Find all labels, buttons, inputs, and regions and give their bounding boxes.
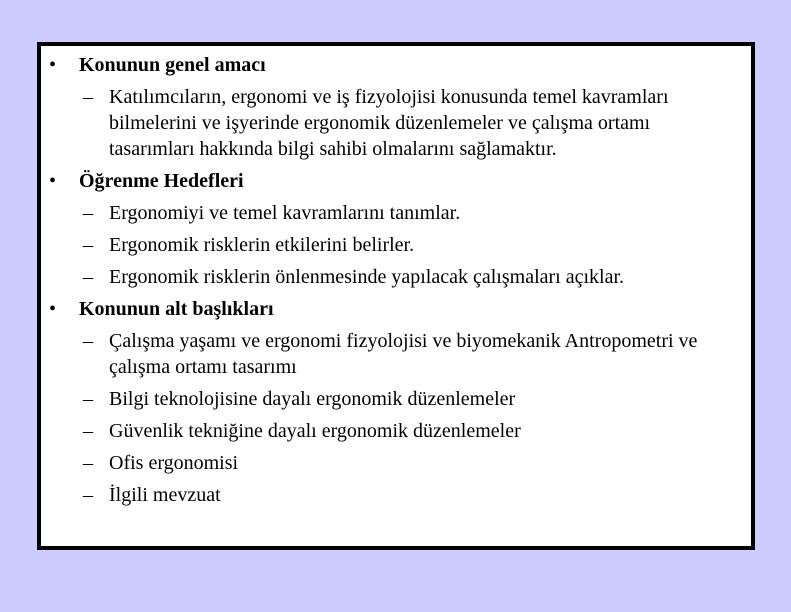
list-item bbox=[41, 84, 751, 162]
bullet-icon: • bbox=[49, 170, 57, 192]
list-item-text: Çalışma yaşamı ve ergonomi fizyolojisi ve biyomekanik Antropometri ve çalışma ortamı tasarımı bbox=[109, 330, 698, 378]
dash-icon: – bbox=[83, 202, 93, 224]
list-item-text: İlgili mevzuat bbox=[109, 484, 221, 506]
list-item-text: Ergonomiyi ve temel kavramlarını tanımlar. bbox=[109, 202, 461, 224]
dash-icon: – bbox=[83, 86, 93, 108]
list-item-text: Katılımcıların, ergonomi ve iş fizyolojisi konusunda temel kavramları bilmelerini ve işyerinde ergonomik düzenlemeler ve çalışma ortamı tasarımları hakkında bilgi sahibi olmalarını sağlamaktır. bbox=[109, 86, 669, 160]
section-heading-learning-goals bbox=[41, 168, 751, 194]
list-item bbox=[41, 200, 751, 226]
list-item-text: Bilgi teknolojisine dayalı ergonomik düzenlemeler bbox=[109, 388, 516, 410]
list-item-text: Ergonomik risklerin önlenmesinde yapılacak çalışmaları açıklar. bbox=[109, 266, 625, 288]
list-item bbox=[41, 386, 751, 412]
slide-content-box bbox=[37, 42, 755, 550]
list-item bbox=[41, 232, 751, 258]
dash-icon: – bbox=[83, 388, 93, 410]
dash-icon: – bbox=[83, 234, 93, 256]
list-item bbox=[41, 328, 751, 380]
dash-icon: – bbox=[83, 330, 93, 352]
section-heading-text: Öğrenme Hedefleri bbox=[79, 170, 244, 192]
bullet-icon: • bbox=[49, 298, 57, 320]
section-heading-text: Konunun alt başlıkları bbox=[79, 298, 274, 320]
list-item bbox=[41, 264, 751, 290]
list-item-text: Ofis ergonomisi bbox=[109, 452, 239, 474]
list-item bbox=[41, 482, 751, 508]
outline bbox=[41, 52, 751, 508]
dash-icon: – bbox=[83, 266, 93, 288]
dash-icon: – bbox=[83, 420, 93, 442]
list-item-text: Güvenlik tekniğine dayalı ergonomik düzenlemeler bbox=[109, 420, 521, 442]
dash-icon: – bbox=[83, 452, 93, 474]
section-heading-general-aim bbox=[41, 52, 751, 78]
list-item bbox=[41, 450, 751, 476]
bullet-icon: • bbox=[49, 54, 57, 76]
section-heading-subtopics bbox=[41, 296, 751, 322]
list-item-text: Ergonomik risklerin etkilerini belirler. bbox=[109, 234, 415, 256]
section-heading-text: Konunun genel amacı bbox=[79, 54, 266, 76]
list-item bbox=[41, 418, 751, 444]
dash-icon: – bbox=[83, 484, 93, 506]
